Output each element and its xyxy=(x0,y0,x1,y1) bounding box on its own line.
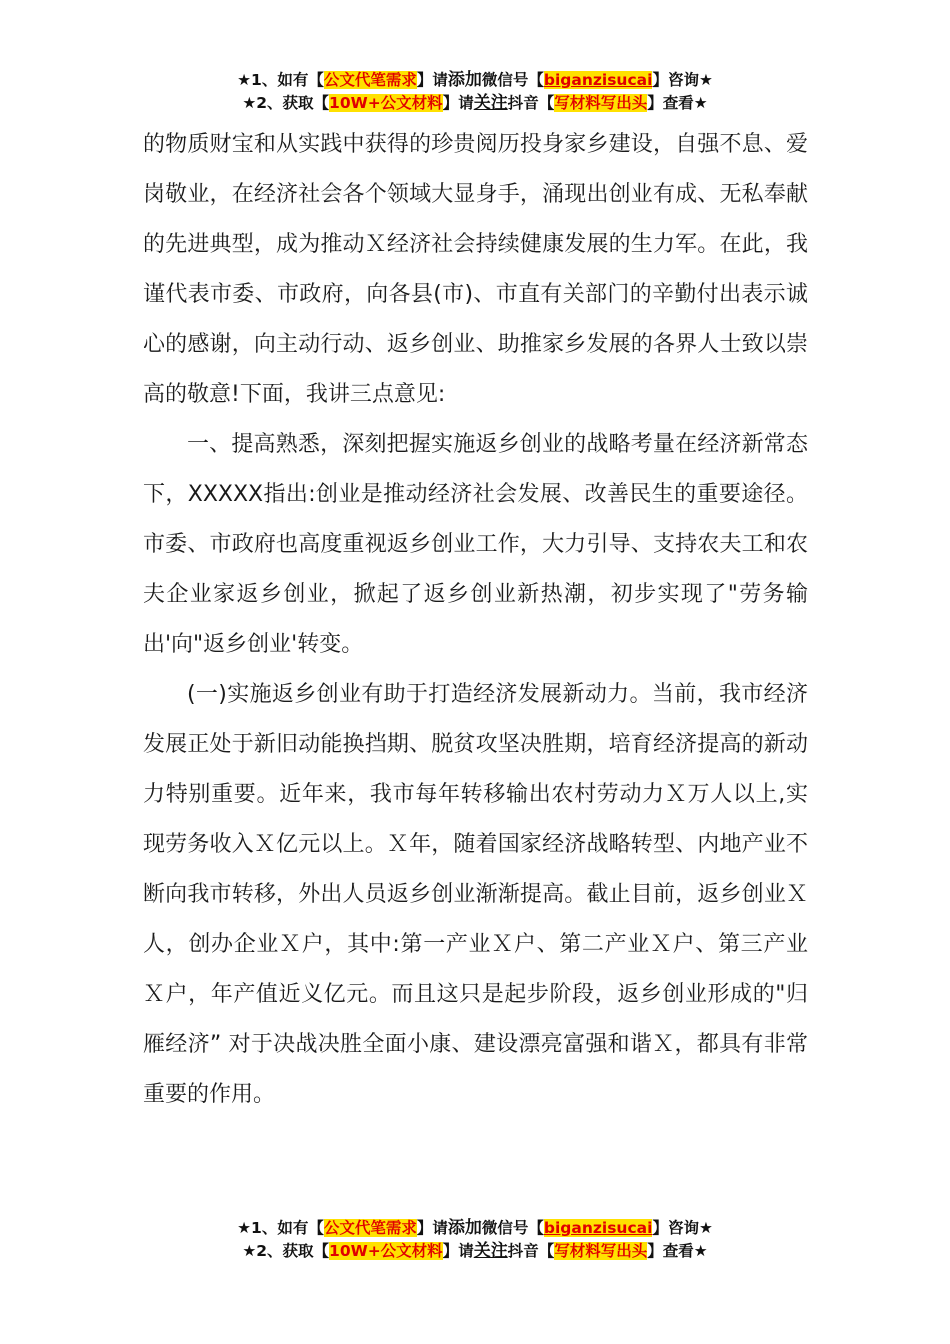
banner-line-2 xyxy=(0,1240,950,1263)
banner-highlight: 公文代笔需求 xyxy=(323,1219,417,1237)
banner-wechat-id: biganzisucai xyxy=(543,71,653,89)
banner-highlight: 公文代笔需求 xyxy=(323,71,417,89)
banner-text: 】查看★ xyxy=(647,94,708,112)
banner-emphasis: 关注 xyxy=(473,93,508,113)
banner-text: 微信号【 xyxy=(481,1219,544,1237)
banner-emphasis: 关注 xyxy=(473,1241,508,1261)
banner-text: 】查看★ xyxy=(647,1242,708,1260)
banner-highlight: 写材料写出头 xyxy=(554,1242,648,1260)
body-paragraph-2: 一、提高熟悉，深刻把握实施返乡创业的战略考量在经济新常态下，XXXXX指出:创业是推动经济社会发展、改善民生的重要途径。市委、市政府也高度重视返乡创业工作，大力引导、支持农夫工和农夫企业家返乡创业，掀起了返乡创业新热潮，初步实现了"劳务输出'向"返乡创业'转变。 xyxy=(143,432,808,657)
header-banner xyxy=(0,69,950,115)
banner-text: 抖音【 xyxy=(507,94,555,112)
banner-line-1 xyxy=(0,69,950,92)
banner-text: 】咨询★ xyxy=(652,1219,713,1237)
document-body xyxy=(143,120,808,1120)
banner-text: ★1、如有【 xyxy=(237,71,324,89)
banner-text: ★2、获取【 xyxy=(242,1242,330,1260)
banner-emphasis: 添加 xyxy=(447,1218,482,1238)
banner-text: ★2、获取【 xyxy=(242,94,330,112)
banner-line-1 xyxy=(0,1217,950,1240)
banner-highlight: 10W+公文材料 xyxy=(329,94,443,112)
banner-line-2 xyxy=(0,92,950,115)
banner-highlight: 写材料写出头 xyxy=(554,94,648,112)
banner-text: 】请 xyxy=(416,1219,448,1237)
banner-text: 】请 xyxy=(442,1242,474,1260)
banner-text: 】请 xyxy=(442,94,474,112)
banner-text: ★1、如有【 xyxy=(237,1219,324,1237)
banner-text: 微信号【 xyxy=(481,71,544,89)
banner-wechat-id: biganzisucai xyxy=(543,1219,653,1237)
body-paragraph-1: 的物质财宝和从实践中获得的珍贵阅历投身家乡建设，自强不息、爱岗敬业，在经济社会各个领域大显身手，涌现出创业有成、无私奉献的先进典型，成为推动Ｘ经济社会持续健康发展的生力军。在此，我谨代表市委、市政府，向各县(市)、市直有关部门的辛勤付出表示诚心的感谢，向主动行动、返乡创业、助推家乡发展的各界人士致以崇高的敬意!下面，我讲三点意见: xyxy=(143,132,808,407)
banner-text: 】咨询★ xyxy=(652,71,713,89)
banner-text: 抖音【 xyxy=(507,1242,555,1260)
footer-banner xyxy=(0,1217,950,1263)
banner-text: 】请 xyxy=(416,71,448,89)
banner-highlight: 10W+公文材料 xyxy=(329,1242,443,1260)
banner-emphasis: 添加 xyxy=(447,70,482,90)
body-paragraph-3: (一)实施返乡创业有助于打造经济发展新动力。当前，我市经济发展正处于新旧动能换挡期、脱贫攻坚决胜期，培育经济提高的新动力特别重要。近年来，我市每年转移输出农村劳动力Ｘ万人以上,实现劳务收入Ｘ亿元以上。Ｘ年，随着国家经济战略转型、内地产业不断向我市转移，外出人员返乡创业渐渐提高。截止目前，返乡创业Ｘ人，创办企业Ｘ户，其中:第一产业Ｘ户、第二产业Ｘ户、第三产业Ｘ户，年产值近义亿元。而且这只是起步阶段，返乡创业形成的"归雁经济” 对于决战决胜全面小康、建设漂亮富强和谐Ｘ，都具有非常重要的作用。 xyxy=(143,682,808,1107)
